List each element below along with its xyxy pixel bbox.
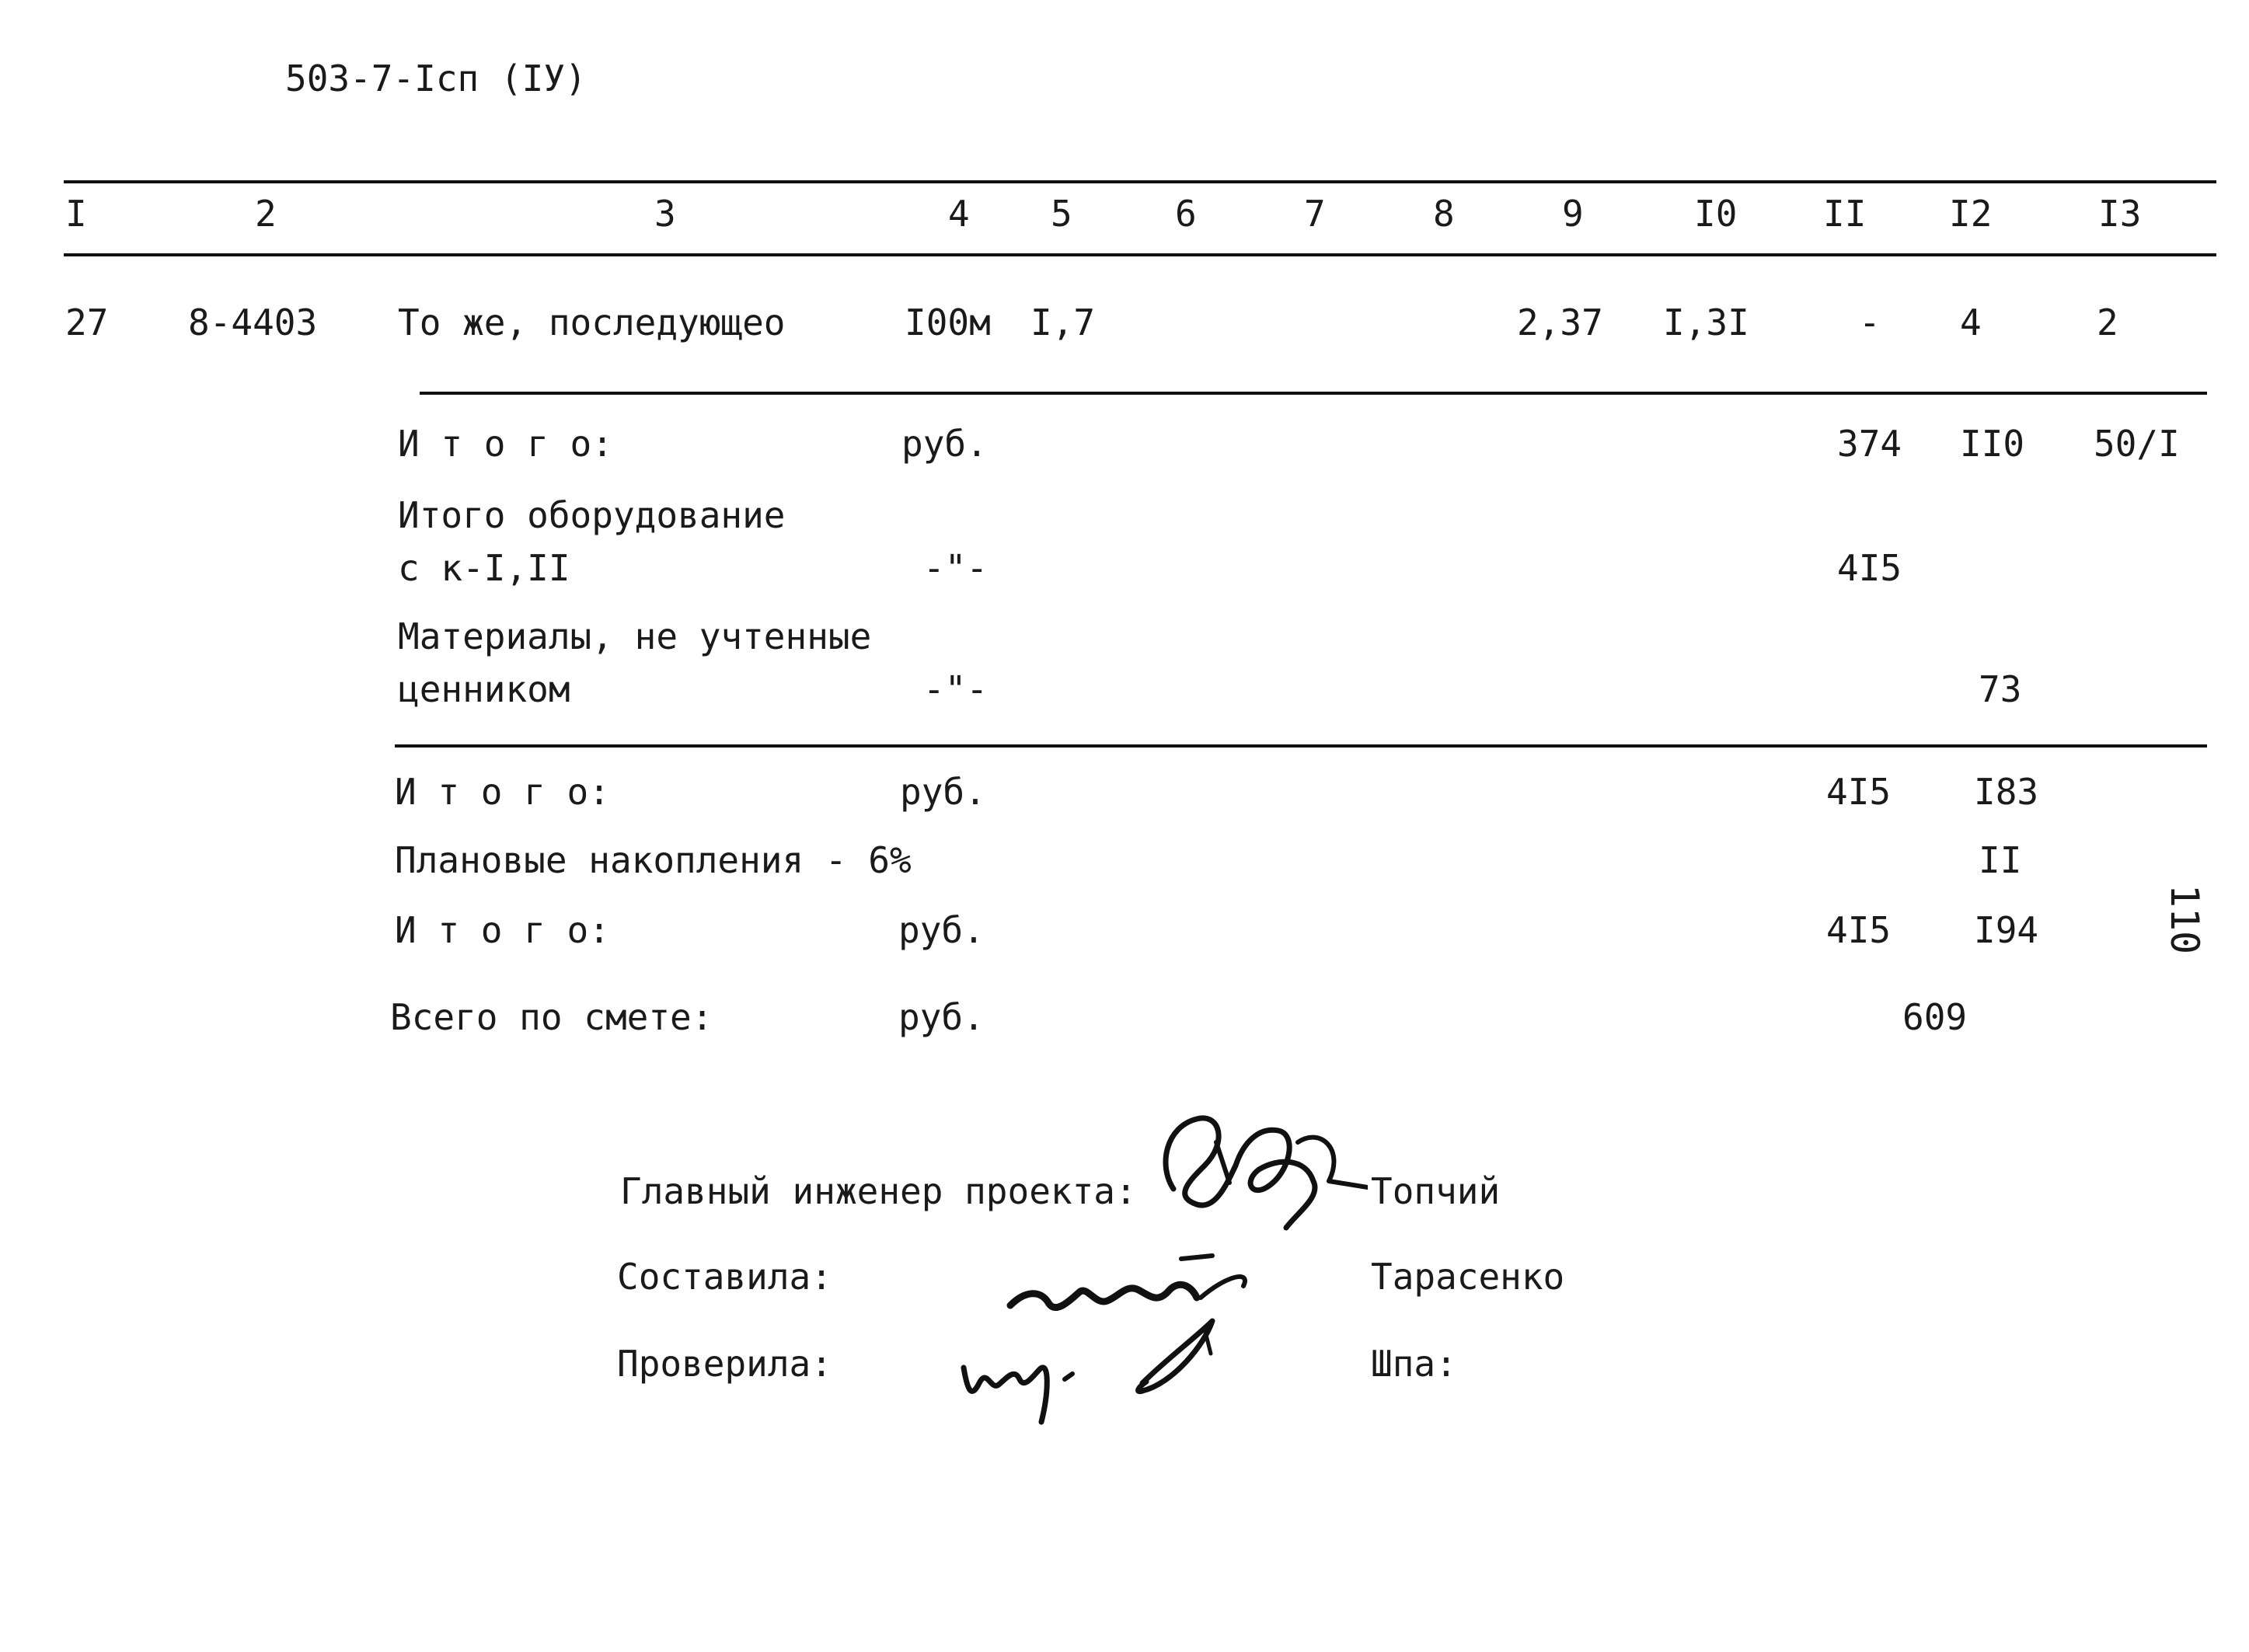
row-unit: I00м: [905, 301, 991, 343]
itogo-1-col11: 374: [1837, 423, 1902, 465]
checked-by-signature: [948, 1282, 1243, 1430]
row-qty: I,7: [1030, 301, 1096, 343]
itogo-1-unit: руб.: [901, 423, 988, 465]
materials-label-line1: Материалы, не учтенные: [398, 615, 872, 657]
column-header-6: 6: [1175, 193, 1197, 235]
subtotal-rule-2: [395, 744, 2207, 748]
row-code: 8-4403: [188, 301, 318, 343]
row-col9: 2,37: [1517, 301, 1603, 343]
row-col13: 2: [2097, 301, 2118, 343]
equipment-label-line2: с к-I,II: [398, 547, 570, 589]
materials-col12: 73: [1979, 668, 2022, 710]
row-col12: 4: [1960, 301, 1982, 343]
column-header-11: II: [1823, 193, 1867, 235]
column-header-1: I: [65, 193, 87, 235]
header-bottom-rule: [64, 253, 2216, 256]
itogo-3-col12: I94: [1974, 909, 2039, 951]
column-header-2: 2: [255, 193, 277, 235]
materials-label-line2: ценником: [398, 668, 570, 710]
itogo-2-col12: I83: [1974, 771, 2039, 813]
itogo-1-col13: 50/I: [2094, 423, 2180, 465]
compiled-by-name: Тарасенко: [1371, 1256, 1565, 1298]
grand-total-unit: руб.: [898, 996, 985, 1038]
column-header-7: 7: [1304, 193, 1326, 235]
grand-total-value: 609: [1902, 996, 1968, 1038]
equipment-unit: -"-: [923, 547, 989, 589]
row-col11: -: [1859, 301, 1881, 343]
materials-unit: -"-: [923, 668, 989, 710]
itogo-1-label: И т о г о:: [398, 423, 613, 465]
equipment-label-line1: Итого оборудование: [398, 494, 786, 536]
column-header-12: I2: [1949, 193, 1993, 235]
itogo-2-unit: руб.: [900, 771, 986, 813]
chief-engineer-role: Главный инженер проекта:: [620, 1170, 1137, 1212]
page-number: 110: [2162, 884, 2208, 955]
equipment-col11: 4I5: [1837, 547, 1902, 589]
chief-engineer-signature: [1142, 1096, 1368, 1236]
chief-engineer-name: Топчий: [1371, 1170, 1501, 1212]
subtotal-rule-1: [420, 392, 2207, 395]
compiled-by-role: Составила:: [617, 1256, 832, 1298]
document-code: 503-7-Iсп (IУ): [285, 58, 587, 99]
column-header-13: I3: [2098, 193, 2142, 235]
checked-by-name: Шпа:: [1371, 1343, 1457, 1385]
column-header-5: 5: [1051, 193, 1072, 235]
planned-accumulations-label: Плановые накопления - 6%: [395, 839, 912, 881]
itogo-3-unit: руб.: [898, 909, 985, 951]
column-header-4: 4: [948, 193, 970, 235]
itogo-2-label: И т о г о:: [395, 771, 610, 813]
column-header-9: 9: [1562, 193, 1584, 235]
column-header-3: 3: [654, 193, 676, 235]
column-header-10: I0: [1694, 193, 1738, 235]
itogo-3-col11: 4I5: [1826, 909, 1892, 951]
header-top-rule: [64, 180, 2216, 183]
row-number: 27: [65, 301, 109, 343]
grand-total-label: Всего по смете:: [390, 996, 713, 1038]
row-col10: I,3I: [1663, 301, 1749, 343]
itogo-2-col11: 4I5: [1826, 771, 1892, 813]
checked-by-role: Проверила:: [617, 1343, 832, 1385]
planned-accumulations-col12: II: [1979, 839, 2022, 881]
itogo-1-col12: II0: [1960, 423, 2025, 465]
itogo-3-label: И т о г о:: [395, 909, 610, 951]
column-header-8: 8: [1433, 193, 1455, 235]
row-name: То же, последующео: [398, 301, 786, 343]
